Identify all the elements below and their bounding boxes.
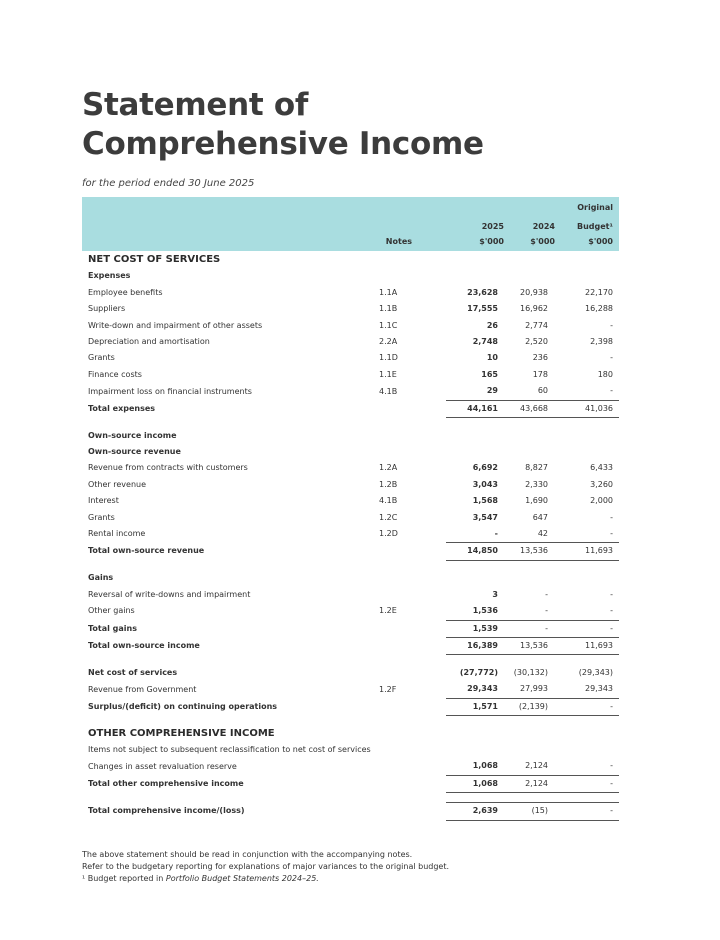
row-label: Write-down and impairment of other assets [88, 320, 263, 330]
table-row [82, 493, 619, 509]
row-note [379, 587, 446, 603]
row-value-2025: 16,389 [446, 637, 504, 654]
row-note: 2.2A [379, 337, 398, 347]
row-value-2025: 26 [486, 320, 498, 330]
row-value-2024 [504, 444, 553, 460]
table-row [82, 526, 619, 543]
row-value-budget: - [610, 529, 613, 538]
table-row [82, 301, 619, 317]
table-row [82, 655, 619, 665]
row-note [379, 742, 446, 758]
table-row [82, 681, 619, 698]
row-label: Expenses [88, 271, 131, 281]
table-row [82, 698, 619, 715]
row-value-2025: 165 [481, 369, 498, 379]
table-row [82, 460, 619, 476]
table-row [82, 570, 619, 586]
row-label: Finance costs [88, 369, 142, 379]
table-row [82, 775, 619, 792]
row-value-2025: 10 [486, 353, 498, 363]
row-value-budget: 6,433 [590, 463, 613, 473]
row-value-2024: 2,774 [525, 320, 548, 330]
row-value-budget: - [610, 606, 613, 616]
row-label: Surplus/(deficit) on continuing operations [88, 701, 278, 711]
page-title [82, 86, 642, 164]
row-value-2025: 1,571 [446, 698, 504, 715]
row-value-2024: 8,827 [525, 463, 548, 473]
header-c1-bottom: $'000 [479, 237, 504, 246]
row-value-2025 [446, 742, 504, 758]
row-value-2024: 27,993 [520, 684, 548, 694]
statement-rows [82, 252, 619, 821]
table-row [82, 742, 619, 758]
table-row [82, 318, 619, 334]
row-value-budget [553, 252, 619, 268]
table-row [82, 252, 619, 268]
row-label: NET COST OF SERVICES [88, 254, 221, 265]
row-note [379, 268, 446, 284]
row-label: Other gains [88, 606, 135, 616]
row-value-2025: 6,692 [472, 463, 498, 473]
header-c3-top2: Budget¹ [577, 222, 613, 231]
row-value-2024: 1,690 [525, 496, 548, 506]
row-label: Total own-source revenue [88, 546, 205, 556]
row-value-2024 [504, 570, 553, 586]
row-value-2025 [446, 268, 504, 284]
row-value-2025: 23,628 [467, 287, 498, 297]
row-note: 4.1B [379, 386, 398, 396]
row-value-2025: 3 [492, 589, 498, 599]
row-value-2024: 647 [532, 512, 548, 522]
row-note [379, 428, 446, 444]
row-value-budget: 16,288 [585, 304, 613, 314]
row-label: Impairment loss on financial instruments [88, 386, 252, 396]
row-spacer [82, 560, 619, 570]
row-label: Other revenue [88, 479, 147, 489]
row-value-2024 [504, 428, 553, 444]
page-subtitle: for the period ended 30 June 2025 [82, 178, 255, 189]
row-value-2024: 43,668 [504, 400, 553, 417]
table-row [82, 665, 619, 681]
row-label: Total expenses [88, 403, 156, 413]
table-row [82, 334, 619, 350]
row-note [379, 637, 446, 654]
row-value-2025: 3,043 [472, 479, 498, 489]
row-value-2025 [446, 726, 504, 742]
row-value-budget: 22,170 [585, 287, 613, 297]
row-label: Grants [88, 353, 115, 363]
row-value-2025: 3,547 [472, 512, 498, 522]
footnote-line-2: Refer to the budgetary reporting for explanations of major variances to the original budget. [82, 862, 450, 871]
row-label: Own-source income [88, 430, 177, 440]
row-label: Revenue from contracts with customers [88, 463, 248, 473]
row-value-budget: - [553, 803, 619, 820]
row-label: OTHER COMPREHENSIVE INCOME [88, 727, 275, 739]
row-note [379, 775, 446, 792]
row-value-2025 [446, 444, 504, 460]
row-label: Total comprehensive income/(loss) [88, 806, 245, 816]
row-value-2025: 1,539 [446, 620, 504, 637]
row-value-2024: (15) [504, 803, 553, 820]
row-value-2024 [504, 252, 553, 268]
row-note [379, 726, 446, 742]
header-c3-bottom: $'000 [588, 237, 613, 246]
row-value-2024: 13,536 [504, 543, 553, 560]
row-label: Gains [88, 573, 114, 583]
row-note [379, 543, 446, 560]
row-value-2024 [504, 268, 553, 284]
row-label: Own-source revenue [88, 446, 181, 456]
row-value-2024: 60 [537, 386, 548, 396]
table-row [82, 418, 619, 428]
table-row [82, 383, 619, 400]
row-value-budget: 11,693 [553, 543, 619, 560]
row-value-2024: - [545, 589, 548, 599]
row-value-2024: 2,124 [504, 775, 553, 792]
row-value-budget [553, 570, 619, 586]
table-row [82, 726, 619, 742]
row-value-2024 [504, 742, 553, 758]
row-value-2024: - [504, 620, 553, 637]
row-value-budget: - [610, 589, 613, 599]
row-note [379, 803, 446, 820]
row-value-2025: - [494, 529, 498, 538]
row-note [379, 620, 446, 637]
row-value-budget: 11,693 [553, 637, 619, 654]
row-value-2024: 2,124 [525, 761, 548, 771]
row-spacer [82, 793, 619, 803]
table-row [82, 428, 619, 444]
footnote-line-1: The above statement should be read in conjunction with the accompanying notes. [82, 850, 413, 859]
row-label: Suppliers [88, 304, 126, 314]
row-value-2025 [446, 570, 504, 586]
row-value-budget: 41,036 [553, 400, 619, 417]
table-row [82, 268, 619, 284]
row-value-2024: (30,132) [513, 667, 548, 677]
row-value-2024: - [545, 606, 548, 616]
row-value-2025: 1,068 [472, 761, 498, 771]
row-spacer [82, 655, 619, 665]
row-value-budget: - [610, 512, 613, 522]
row-value-budget [553, 726, 619, 742]
table-row [82, 793, 619, 803]
row-value-budget: - [610, 353, 613, 363]
table-row [82, 350, 619, 366]
footnote-line-3-prefix: ¹ Budget reported in [82, 874, 166, 883]
header-c1-top: 2025 [481, 222, 504, 231]
row-value-budget: - [553, 775, 619, 792]
row-note: 1.1B [379, 304, 398, 314]
table-row [82, 510, 619, 526]
table-row [82, 285, 619, 301]
row-value-budget: 3,260 [590, 479, 613, 489]
row-value-2024 [504, 726, 553, 742]
row-label: Grants [88, 512, 115, 522]
row-value-2025: (27,772) [459, 667, 498, 677]
header-notes: Notes [385, 237, 412, 246]
row-label: Total gains [88, 623, 137, 633]
table-header-band [82, 197, 619, 251]
row-value-budget: - [553, 620, 619, 637]
table-row [82, 758, 619, 775]
row-note: 1.2C [379, 512, 398, 522]
row-note [379, 758, 446, 775]
row-value-2025: 2,639 [446, 803, 504, 820]
footnotes [82, 849, 642, 885]
row-value-budget: 180 [597, 369, 613, 379]
row-value-2024: 2,520 [525, 337, 548, 347]
row-value-2025: 29,343 [467, 684, 498, 694]
row-value-2025: 1,536 [472, 606, 498, 616]
header-c2-top: 2024 [532, 222, 555, 231]
table-row [82, 367, 619, 383]
row-label: Changes in asset revaluation reserve [88, 761, 237, 771]
row-note [379, 570, 446, 586]
row-label: Total own-source income [88, 640, 200, 650]
row-value-budget [553, 742, 619, 758]
table-row [82, 477, 619, 493]
row-label: Total other comprehensive income [88, 778, 244, 788]
row-value-budget: 2,398 [590, 337, 613, 347]
row-value-2024: 20,938 [520, 287, 548, 297]
row-value-2024: 42 [537, 529, 548, 538]
row-note [379, 665, 446, 681]
row-value-2025: 44,161 [446, 400, 504, 417]
row-value-2025: 14,850 [446, 543, 504, 560]
row-value-2025 [446, 428, 504, 444]
row-label: Depreciation and amortisation [88, 337, 210, 347]
row-value-2024: (2,139) [504, 698, 553, 715]
header-c3-top1: Original [577, 203, 613, 212]
row-note: 1.2D [379, 529, 398, 539]
row-value-2024: 2,330 [525, 479, 548, 489]
row-note [379, 252, 446, 268]
table-row [82, 444, 619, 460]
row-spacer [82, 716, 619, 726]
table-row [82, 620, 619, 637]
row-label: Items not subject to subsequent reclassification to net cost of services [88, 744, 371, 754]
table-row [82, 400, 619, 417]
row-value-2025: 29 [486, 386, 498, 396]
row-note: 1.1A [379, 287, 398, 297]
row-note: 1.1C [379, 320, 398, 330]
row-note: 1.2F [379, 684, 397, 694]
row-value-budget [553, 428, 619, 444]
footnote-line-3 [82, 873, 642, 885]
row-value-2024: 13,536 [504, 637, 553, 654]
table-row [82, 803, 619, 820]
row-value-budget: - [610, 320, 613, 330]
row-note: 1.2B [379, 479, 398, 489]
table-row [82, 543, 619, 560]
row-label: Interest [88, 496, 119, 506]
row-note: 1.1D [379, 353, 398, 363]
row-value-2025: 17,555 [467, 304, 498, 314]
row-note: 1.1E [379, 369, 397, 379]
table-row [82, 603, 619, 620]
row-note [379, 698, 446, 715]
row-note [379, 400, 446, 417]
row-value-2024: 16,962 [520, 304, 548, 314]
row-note: 1.2E [379, 606, 397, 616]
row-note: 4.1B [379, 496, 398, 506]
row-value-budget: (29,343) [578, 667, 613, 677]
row-value-2025 [446, 252, 504, 268]
table-row [82, 587, 619, 603]
row-label: Reversal of write-downs and impairment [88, 589, 251, 599]
row-label: Revenue from Government [88, 684, 197, 694]
row-value-budget [553, 444, 619, 460]
title-line-1: Statement of [82, 87, 309, 123]
table-row [82, 560, 619, 570]
row-note: 1.2A [379, 463, 398, 473]
row-value-2024: 236 [532, 353, 548, 363]
row-value-2024: 178 [532, 369, 548, 379]
row-value-budget: 2,000 [590, 496, 613, 506]
table-row [82, 716, 619, 726]
row-value-2025: 1,568 [472, 496, 498, 506]
row-note [379, 444, 446, 460]
header-c2-bottom: $'000 [530, 237, 555, 246]
row-label: Rental income [88, 529, 146, 539]
table-row [82, 637, 619, 654]
row-value-budget: - [553, 698, 619, 715]
row-label: Employee benefits [88, 287, 163, 297]
row-value-2025: 1,068 [446, 775, 504, 792]
row-label: Net cost of services [88, 667, 178, 677]
row-value-budget: - [610, 386, 613, 396]
footnote-line-3-italic: Portfolio Budget Statements 2024–25. [165, 874, 319, 883]
row-value-budget: - [610, 761, 613, 771]
row-value-budget: 29,343 [585, 684, 613, 694]
row-value-budget [553, 268, 619, 284]
row-spacer [82, 418, 619, 428]
title-line-2: Comprehensive Income [82, 126, 484, 162]
row-value-2025: 2,748 [472, 337, 498, 347]
